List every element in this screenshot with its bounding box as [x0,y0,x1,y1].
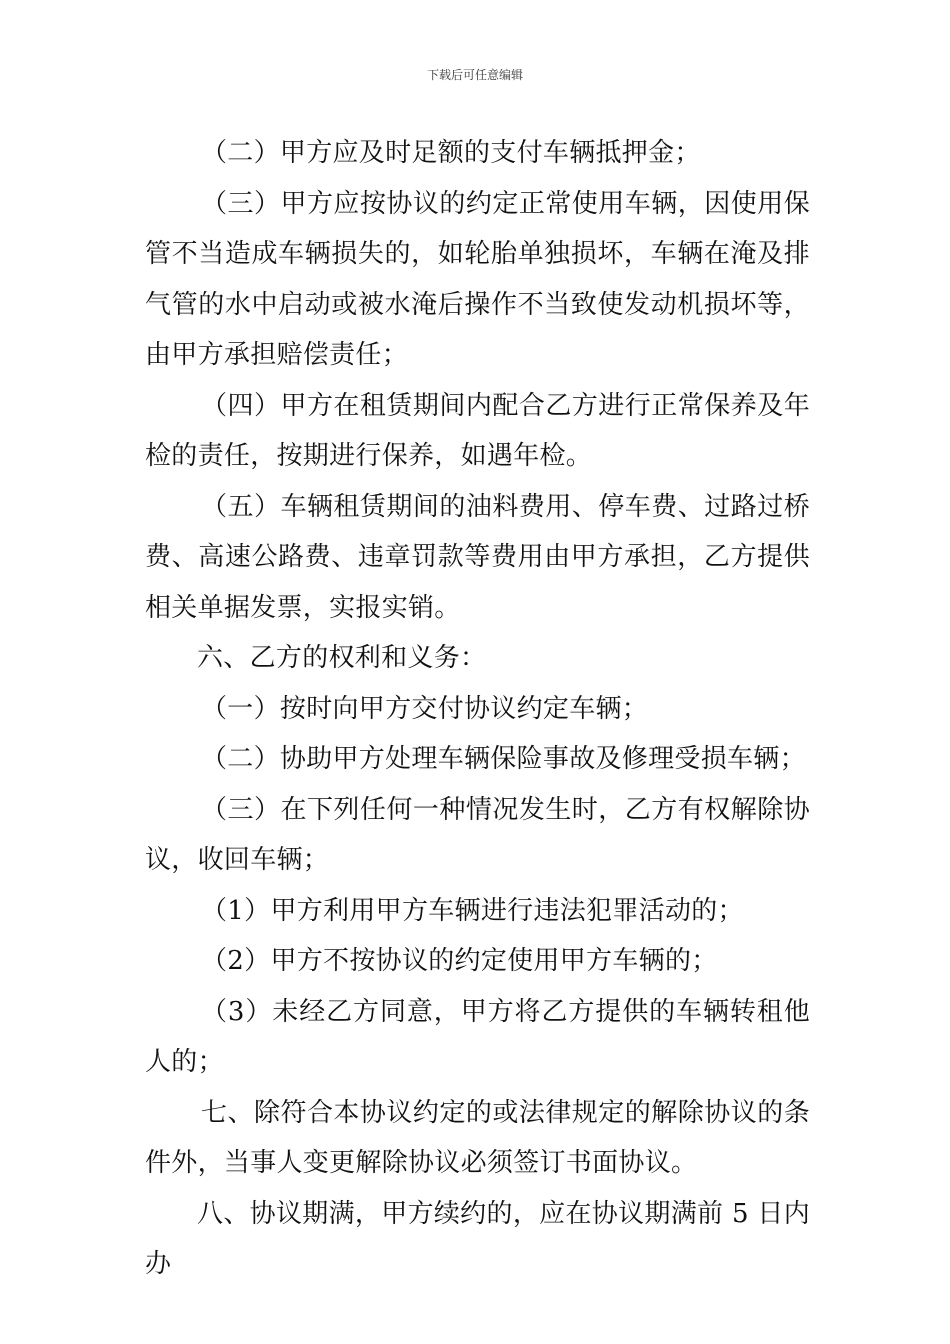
paragraph-proper-use: （三）甲方应按协议的约定正常使用车辆，因使用保管不当造成车辆损失的，如轮胎单独损坏，车辆在淹及排气管的水中启动或被水淹后操作不当致使发动机损坏等，由甲方承担赔偿责任； [145,188,810,370]
section-heading-renewal: 八、协议期满，甲方续约的，应在协议期满前 5 日内办 [145,1198,810,1279]
paragraph-assist-insurance: （二）协助甲方处理车辆保险事故及修理受损车辆； [201,744,806,774]
section-heading-modification: 七、除符合本协议约定的或法律规定的解除协议的条件外，当事人变更解除协议必须签订书面协议。 [145,1097,810,1178]
list-item-illegal-use: （1）甲方利用甲方车辆进行违法犯罪活动的； [201,895,744,926]
paragraph-deposit: （二）甲方应及时足额的支付车辆抵押金； [201,138,701,168]
paragraph-termination-right: （三）在下列任何一种情况发生时，乙方有权解除协议，收回车辆； [145,794,810,875]
list-item-sublease: （3）未经乙方同意，甲方将乙方提供的车辆转租他人的； [145,996,810,1077]
paragraph-expenses: （五）车辆租赁期间的油料费用、停车费、过路过桥费、高速公路费、违章罚款等费用由甲方承担，乙方提供相关单据发票，实报实销。 [145,491,810,623]
paragraph-deliver-vehicle: （一）按时向甲方交付协议约定车辆； [201,693,649,724]
list-item-improper-use: （2）甲方不按协议的约定使用甲方车辆的； [201,946,718,976]
paragraph-maintenance: （四）甲方在租赁期间内配合乙方进行正常保养及年检的责任，按期进行保养，如遇年检。 [145,390,810,471]
page-header: 下载后可任意编辑 [426,68,523,82]
section-heading-party-b: 六、乙方的权利和义务： [197,643,487,673]
document-body [145,128,810,1290]
